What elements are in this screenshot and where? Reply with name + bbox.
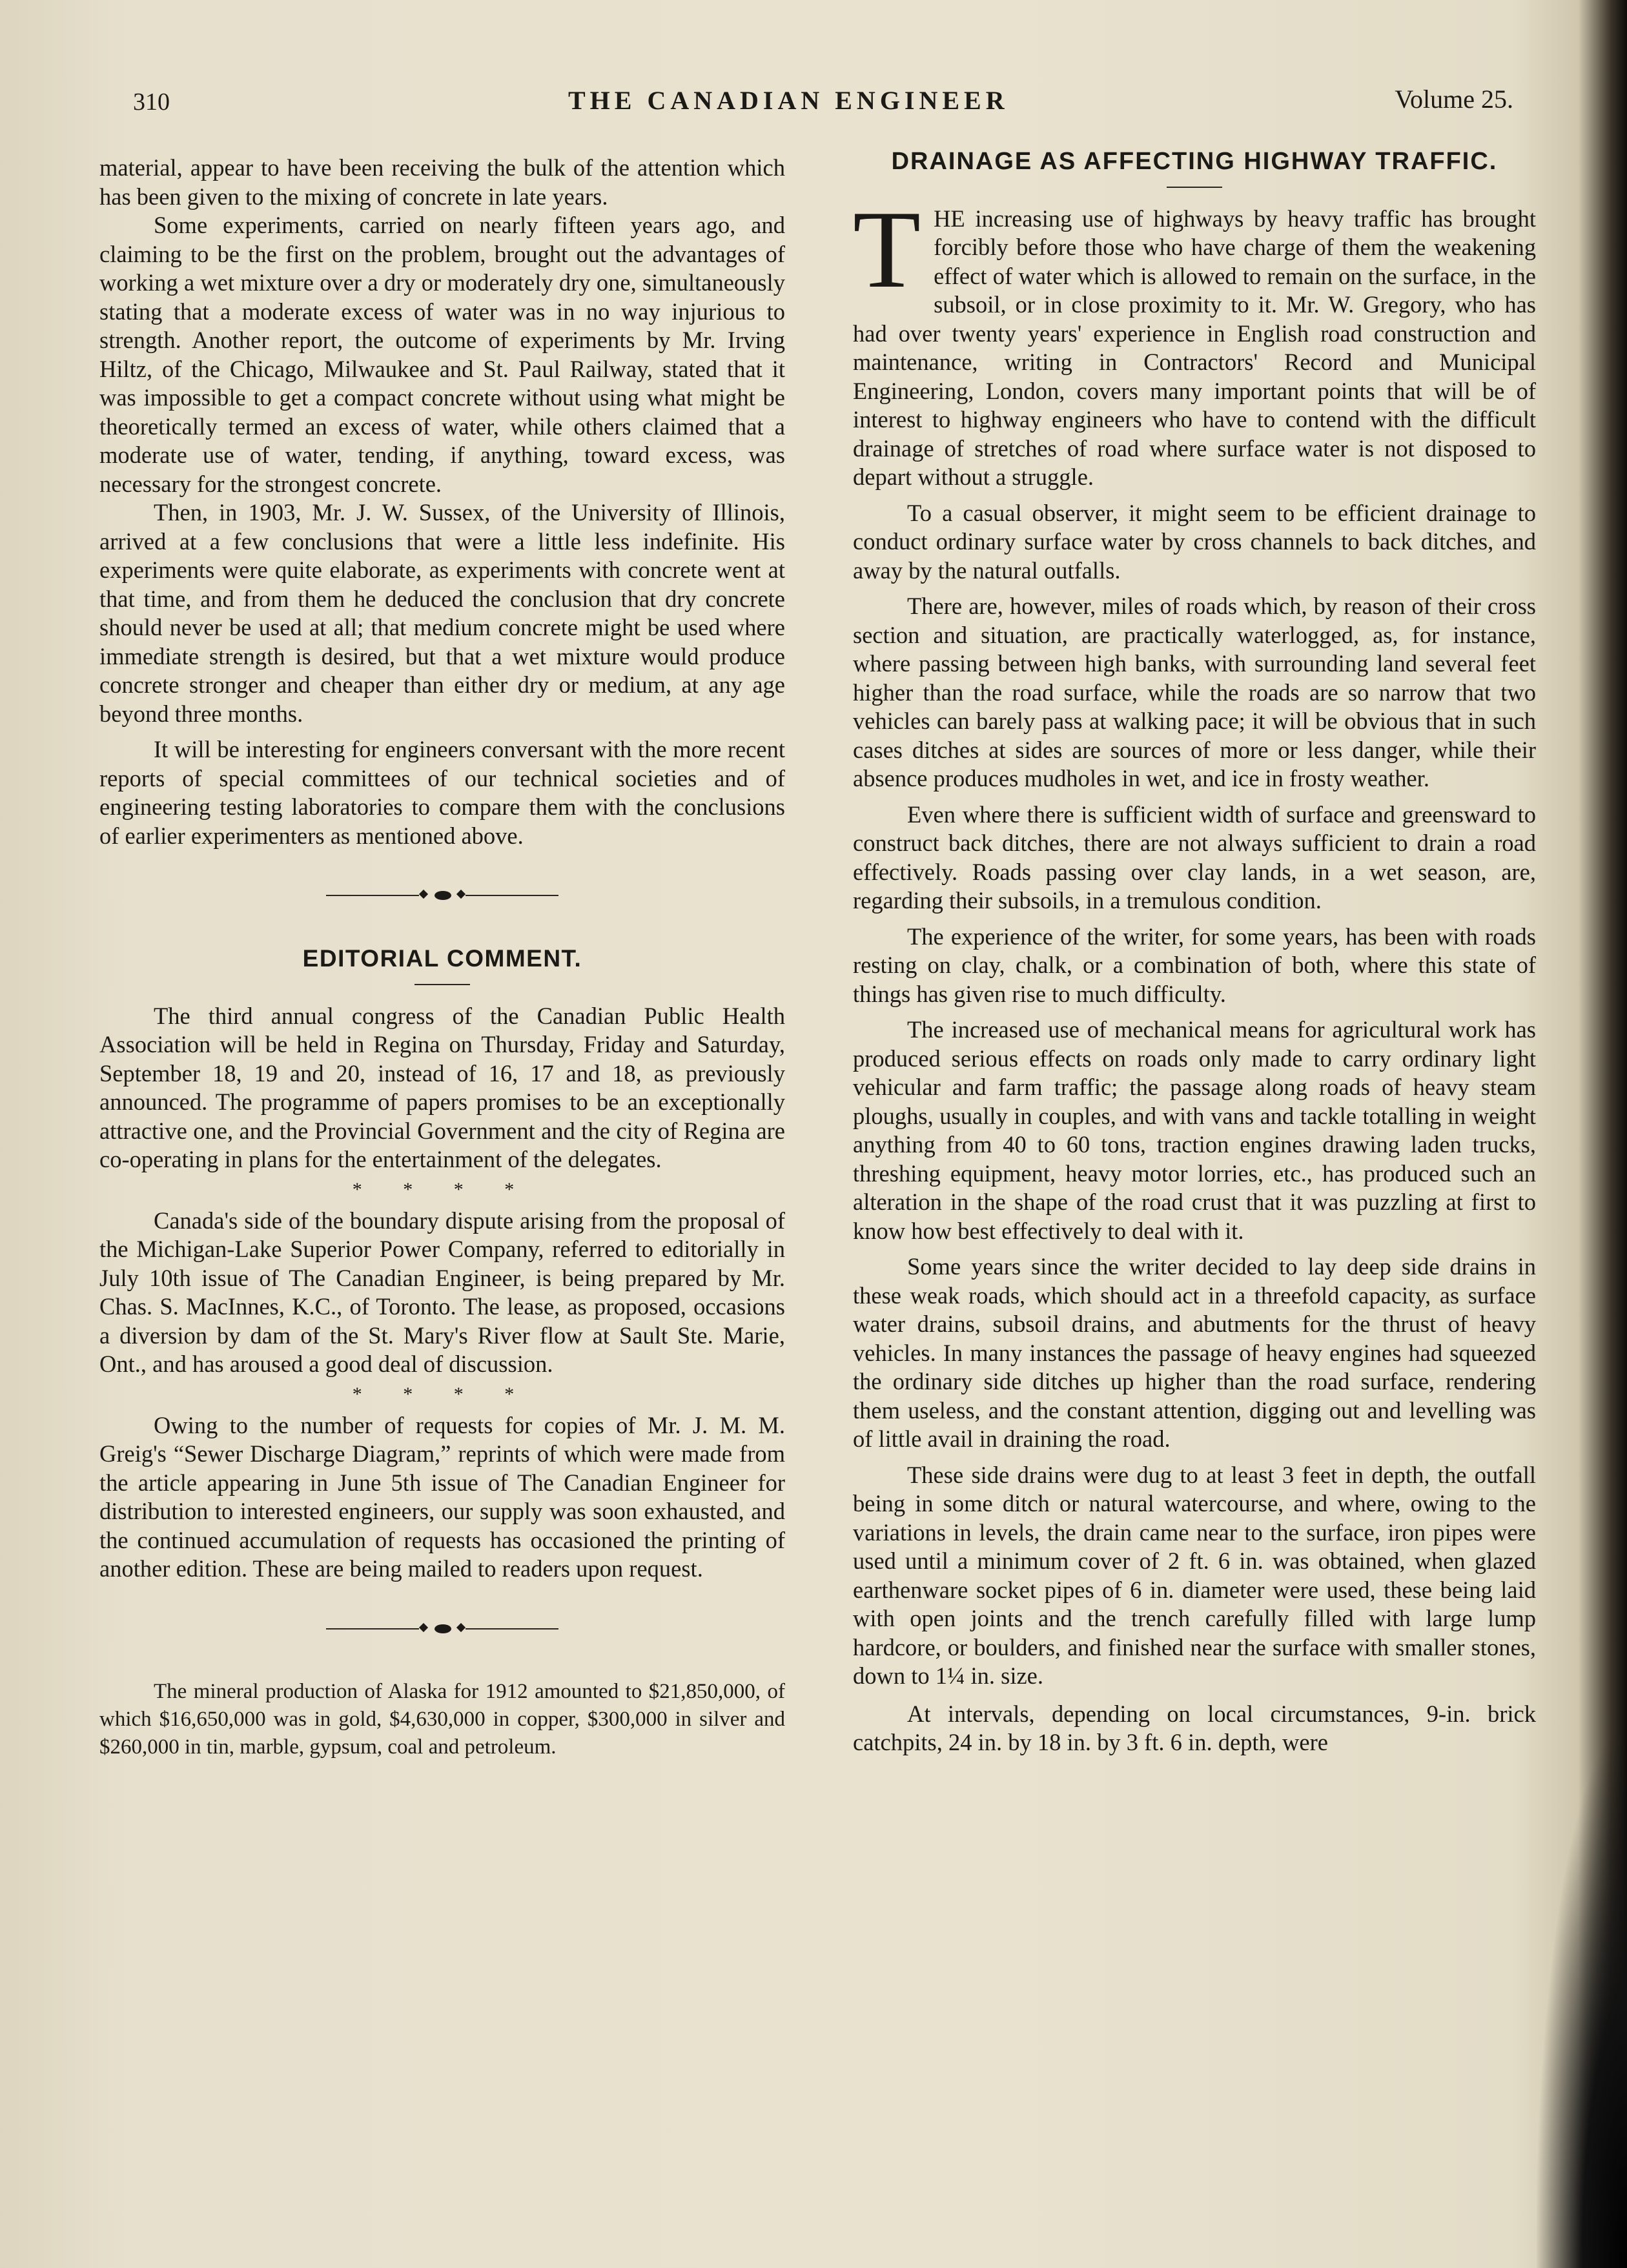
running-header xyxy=(123,83,1517,121)
article-paragraph: It will be interesting for engineers conversant with the more recent reports of special committees of our technical societies and of engineering testing laboratories to compare them with the conclusions of earlier experimenters as mentioned above. xyxy=(99,736,785,849)
article-paragraph: Some years since the writer decided to lay deep side drains in these weak roads, which should act in a threefold capacity, as surface water drains, subsoil drains, and abutments for the thrust of heavy vehicles. In many instances the passage of heavy engines had squeezed the ordinary side ditches up higher than the road surface, rendering them useless, and the constant attention, digging out and levelling was of little avail in draining the road. xyxy=(853,1253,1536,1452)
first-paragraph-block xyxy=(853,188,1536,492)
separator-stars: * * * * xyxy=(352,1383,533,1405)
article-paragraph: There are, however, miles of roads which, by reason of their cross section and situation, are practically waterlogged, as, for instance, where passing between high banks, with surrounding land several feet higher than the road surface, while the roads are so narrow that two vehicles can barely pass at walking pace; it will be obvious that in such cases ditches at sides are sources of more or less danger, while their absence produces mudholes in wet, and ice in frosty weather. xyxy=(853,593,1536,792)
article-paragraph: Even where there is sufficient width of surface and greensward to construct back ditches, there are not always sufficient to drain a road effectively. Roads passing over clay lands, in a wet season, are, regarding their subsoils, in a tremulous condition. xyxy=(853,801,1536,914)
article-paragraph: The increased use of mechanical means for agricultural work has produced serious effects on roads only made to carry ordinary light vehicular and farm traffic; the passage along roads of heavy steam ploughs, usually in couples, and with vans and tackle totalling in weight anything from 40 to 60 tons, traction engines drawing laden trucks, threshing equipment, heavy motor lorries, etc., has produced such an alteration in the shape of the road crust that it was puzzling at first to know how best effectively to deal with it. xyxy=(853,1016,1536,1244)
drop-cap: T xyxy=(853,188,921,311)
article-paragraph: Then, in 1903, Mr. J. W. Sussex, of the University of Illinois, arrived at a few conclusions that were a little less indefinite. His experiments were quite elaborate, as experiments with concrete went at that time, and from them he deduced the conclusion that dry concrete should never be used at all; that medium concrete might be used where immediate strength is desired, but that a wet mixture would produce concrete stronger and cheaper than either dry or medium, at any age beyond three months. xyxy=(99,499,785,727)
volume-label: Volume 25. xyxy=(1395,85,1513,114)
section-ornament xyxy=(326,889,558,902)
article-continuation-paragraph: material, appear to have been receiving the bulk of the attention which has been given to the mixing of concrete in late years. xyxy=(99,154,785,210)
article-paragraph: To a casual observer, it might seem to be efficient drainage to conduct ordinary surface water by cross channels to back ditches, and away by the natural outfalls. xyxy=(853,499,1536,584)
article-paragraph: HE increasing use of highways by heavy traffic has brought forcibly before those who have charge of them the weakening effect of water which is allowed to remain on the surface, in the subsoil, or in close proximity to it. Mr. W. Gregory, who has had over twenty years' experience in English road construction and maintenance, writing in Contractors' Record and Municipal Engineering, London, covers many important points that will be of interest to highway engineers who have to contend with the difficult drainage of stretches of road where surface water is not disposed to depart without a struggle. xyxy=(853,205,1536,490)
mineral-production-note: The mineral production of Alaska for 1912 amounted to $21,850,000, of which $16,650,000 was in gold, $4,630,000 in copper, $300,000 in silver and $260,000 in tin, marble, gypsum, coal and petroleum. xyxy=(99,1679,785,1759)
section-ornament xyxy=(326,1622,558,1635)
binding-shadow xyxy=(1537,1739,1627,2268)
article-paragraph: At intervals, depending on local circumstances, 9-in. brick catchpits, 24 in. by 18 in. by 3 ft. 6 in. depth, were xyxy=(853,1700,1536,1755)
left-column xyxy=(99,154,785,1761)
editorial-paragraph: The third annual congress of the Canadian Public Health Association will be held in Regina on Thursday, Friday and Saturday, September 18, 19 and 20, instead of 16, 17 and 18, as previously announced. The programme of papers promises to be an exceptionally attractive one, and the Provincial Government and the city of Regina are co-operating in plans for the entertainment of the delegates. xyxy=(99,1002,785,1172)
journal-title: THE CANADIAN ENGINEER xyxy=(568,86,1009,115)
drainage-article-heading: DRAINAGE AS AFFECTING HIGHWAY TRAFFIC. xyxy=(891,148,1498,175)
editorial-paragraph: Owing to the number of requests for copies of Mr. J. M. M. Greig's “Sewer Discharge Diagram,” reprints of which were made from the article appearing in June 5th issue of The Canadian Engineer for distribution to interested engineers, our supply was soon exhausted, and the continued accumulation of requests has occasioned the printing of another edition. These are being mailed to readers upon request. xyxy=(99,1411,785,1582)
article-paragraph: These side drains were dug to at least 3 feet in depth, the outfall being in some ditch or natural watercourse, and where, owing to the variations in levels, the drain came near to the surface, iron pipes were used until a minimum cover of 2 ft. 6 in. was obtained, when glazed earthenware socket pipes of 6 in. diameter were used, these being laid with open joints and the trench carefully filled with large lump hardcore, or boulders, and finished near the surface with smaller stones, down to 1¼ in. size. xyxy=(853,1461,1536,1689)
page-number: 310 xyxy=(133,88,170,116)
editorial-heading: EDITORIAL COMMENT. xyxy=(302,945,582,972)
article-paragraph: The experience of the writer, for some years, has been with roads resting on clay, chalk, or a combination of both, where this state of things has given rise to much difficulty. xyxy=(853,923,1536,1007)
heading-rule xyxy=(414,984,470,985)
separator-stars: * * * * xyxy=(352,1178,533,1200)
editorial-paragraph: Canada's side of the boundary dispute arising from the proposal of the Michigan-Lake Superior Power Company, referred to editorially in July 10th issue of The Canadian Engineer, is being prepared by Mr. Chas. S. MacInnes, K.C., of Toronto. The lease, as proposed, occasions a diversion by dam of the St. Mary's River flow at Sault Ste. Marie, Ont., and has aroused a good deal of discussion. xyxy=(99,1207,785,1377)
right-column xyxy=(853,147,1536,1757)
heading-rule xyxy=(1167,187,1222,188)
article-paragraph: Some experiments, carried on nearly fifteen years ago, and claiming to be the first on the problem, brought out the advantages of working a wet mixture over a dry or moderately dry one, simultaneously stating that a moderate excess of water was in no way injurious to strength. Another report, the outcome of experiments by Mr. Irving Hiltz, of the Chicago, Milwaukee and St. Paul Railway, stated that it was impossible to get a compact concrete without using what might be theoretically termed an excess of water, while others claimed that a moderate use of water, tending, if anything, toward excess, was necessary for the strongest concrete. xyxy=(99,212,785,497)
